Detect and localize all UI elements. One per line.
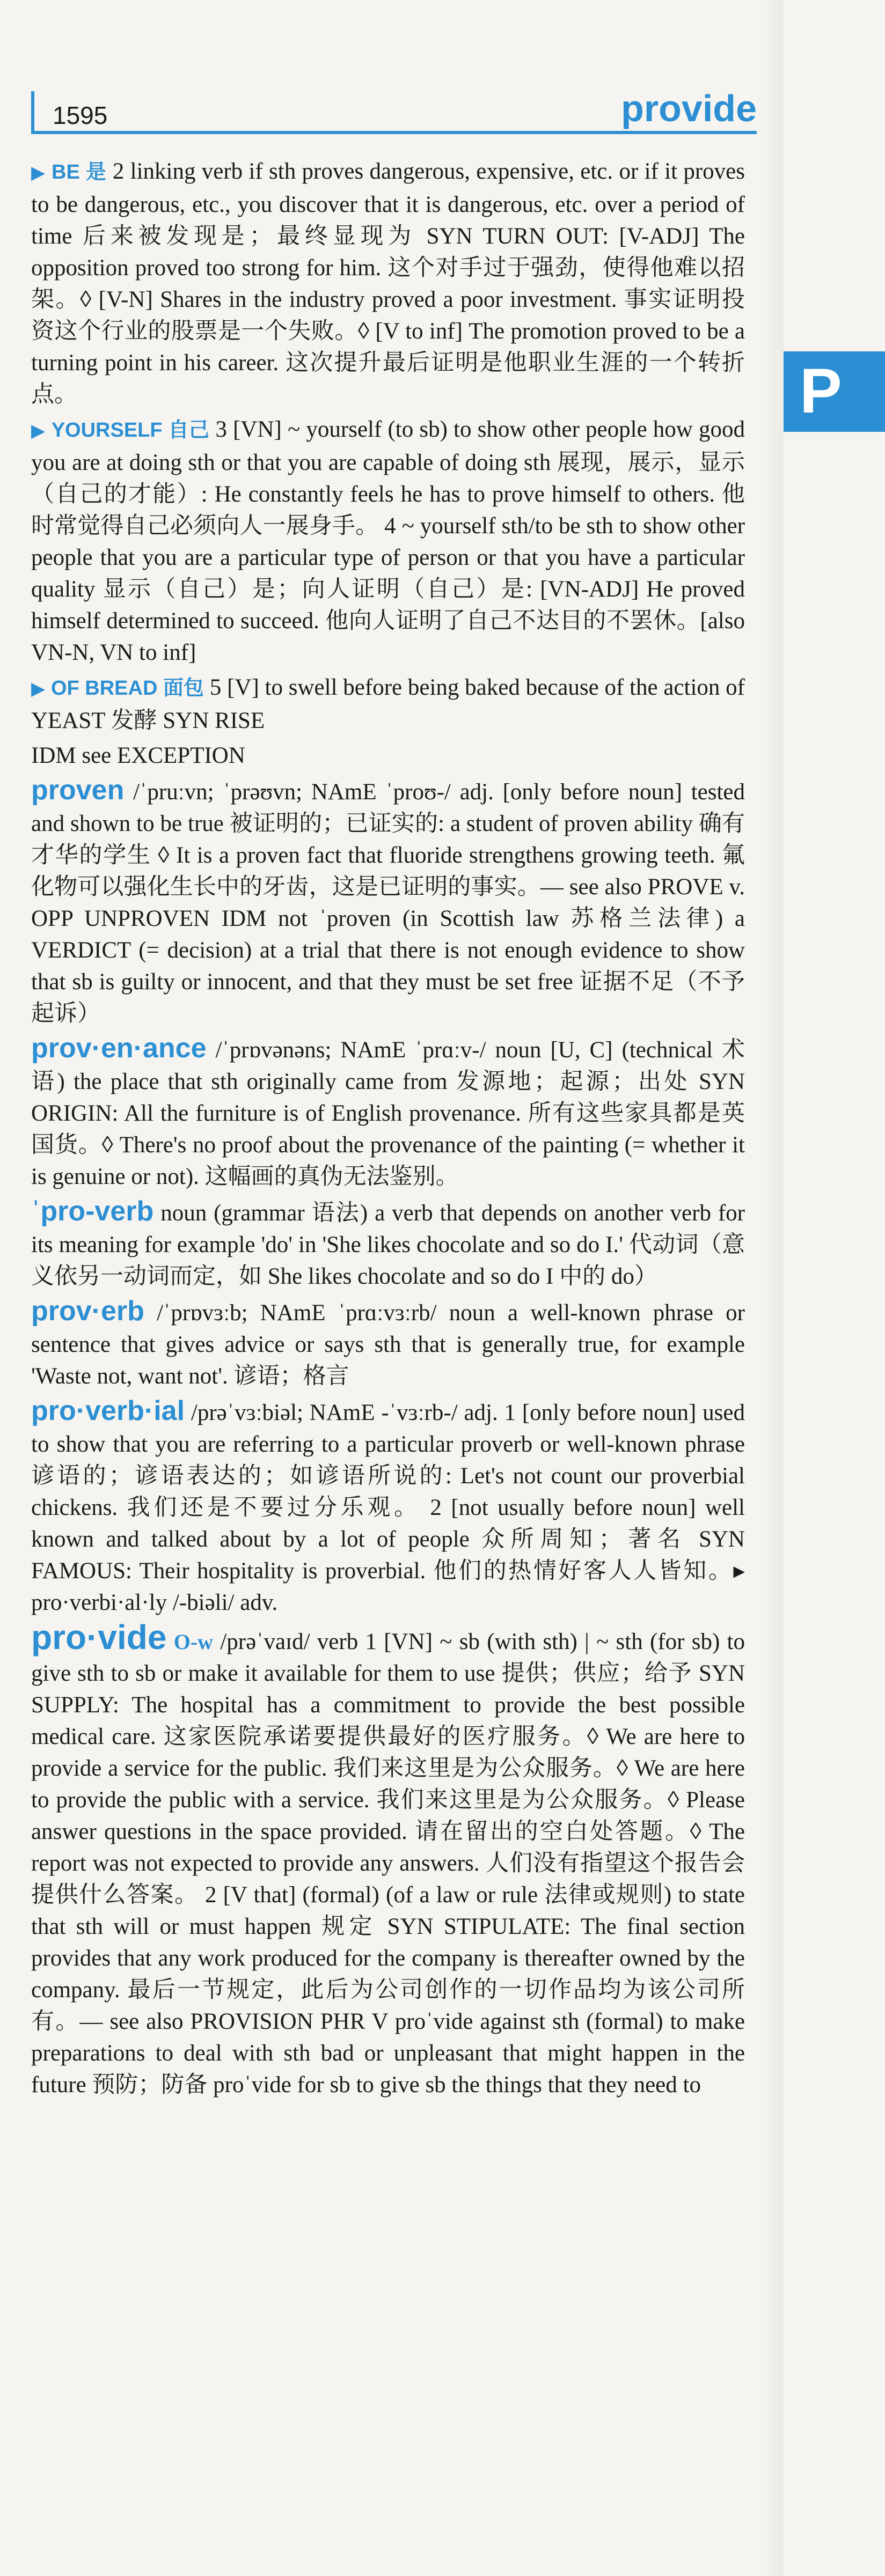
guide-word: provide — [621, 87, 757, 129]
entry-text: noun (grammar 语法) a verb that depends on another verb for its meaning for example 'do' in 'She likes chocolate and so do I.' 代动词（意义依另一动词而定，如 She likes chocolate and so do I 中的 do） — [31, 1201, 745, 1289]
headword: prov·erb — [31, 1296, 144, 1327]
sense-entry-of-bread — [31, 672, 745, 737]
header-rule-vertical — [31, 91, 34, 134]
key-icon: O-w — [173, 1630, 214, 1654]
entry-proven — [31, 775, 745, 1029]
entry-text: 2 linking verb if sth proves dangerous, expensive, etc. or if it proves to be dangerous, etc., you discover that it is dangerous, etc. over a period of time 后来被发现是；最终显现为 SYN TURN OUT: [V-ADJ] The opposition proved too strong for him. 这个对手过于强劲，使得他难以招架。◊ [V-N] Shares in the industry proved a poor investment. 事实证明投资这个行业的股票是一个失败。◊ [V to inf] The promotion proved to be a turning point in his career. 这次提升最后证明是他职业生涯的一个转折点。 — [31, 159, 745, 407]
thumb-index-letter: P — [800, 356, 842, 426]
page-edge-shadow — [757, 0, 784, 2576]
sense-label: OF BREAD 面包 — [50, 677, 204, 700]
entry-text: 5 [V] to swell before being baked because of the action of YEAST 发酵 SYN RISE — [31, 675, 745, 733]
entry-text: /prəˈvɜːbiəl; NAmE -ˈvɜːrb-/ adj. 1 [only before noun] used to show that you are referring to a particular proverb or well-known phrase 谚语的；谚语表达的；如谚语所说的: Let's not count our proverbial chickens. 我们还是不要过分乐观。 2 [not usually before noun] well known and talked about by a lot of people 众所周知；著名 SYN FAMOUS: Their hospitality is proverbial. 他们的热情好客人人皆知。▸ pro·verbi·al·ly /-biəli/ adv. — [31, 1400, 745, 1615]
headword: prov·en·ance — [31, 1033, 207, 1064]
entry-proverbial — [31, 1395, 745, 1618]
entry-provide — [31, 1618, 745, 2101]
entries-column — [31, 156, 745, 2101]
headword: ˈpro-verb — [31, 1196, 154, 1227]
entry-text: 3 [VN] ~ yourself (to sb) to show other people how good you are at doing sth or that you are capable of doing sth 展现，展示，显示（自己的才能）: He constantly feels he has to prove himself to others. 他时常觉得自己必须向人一展身手。 4 ~ yourself sth/to be sth to show other people that you are a particular type of person or that you have a particular quality 显示（自己）是；向人证明（自己）是: [VN-ADJ] He proved himself determined to succeed. 他向人证明了自己不达目的不罢休。[also VN-N, VN to inf] — [31, 417, 745, 665]
sense-label: BE 是 — [52, 161, 107, 183]
entry-text: /ˈprɒvɜːb; NAmE ˈprɑːvɜːrb/ noun a well-known phrase or sentence that gives advice or says sth that is generally true, for example 'Waste not, want not'. 谚语；格言 — [31, 1300, 745, 1389]
entry-text: /ˈprɒvənəns; NAmE ˈprɑːv-/ noun [U, C] (technical 术语) the place that sth originally came from 发源地；起源；出处 SYN ORIGIN: All the furniture is of English provenance. 所有这些家具都是英国货。◊ There's no proof about the provenance of the painting (= whether it is genuine or not). 这幅画的真伪无法鉴别。 — [31, 1037, 745, 1189]
entry-pro-verb — [31, 1196, 745, 1292]
idiom-line — [31, 740, 745, 771]
sense-arrow-icon: ▶ — [31, 679, 46, 699]
entry-proverb — [31, 1296, 745, 1392]
entry-text: IDM see EXCEPTION — [31, 743, 245, 768]
entry-text: /prəˈvaɪd/ verb 1 [VN] ~ sb (with sth) | ~ sth (for sb) to give sth to sb or make it available for them to use 提供；供应；给予 SYN SUPPLY: The hospital has a commitment to provide the best possible medical care. 这家医院承诺要提供最好的医疗服务。◊ We are here to provide a service for the public. 我们来这里是为公众服务。◊ We are here to provide the public with a service. 我们来这里是为公众服务。◊ Please answer questions in the space provided. 请在留出的空白处答题。◊ The report was not expected to provide any answers. 人们没有指望这个报告会提供什么答案。 2 [V that] (formal) (of a law or rule 法律或规则) to state that sth will or must happen 规定 SYN STIPULATE: The final section provides that any work produced for the company is thereafter owned by the company. 最后一节规定，此后为公司创作的一切作品均为该公司所有。— see also PROVISION PHR V proˈvide against sth (formal) to make preparations to deal with sth bad or unpleasant that might happen in the future 预防；防备 proˈvide for sb to give sb the things that they need to — [31, 1629, 745, 2097]
thumb-index-tab — [784, 351, 885, 432]
headword: pro·vide — [31, 1618, 167, 1657]
page-header — [21, 87, 757, 139]
page-number: 1595 — [53, 101, 108, 129]
sense-entry-be — [31, 156, 745, 410]
sense-label: YOURSELF 自己 — [51, 419, 210, 441]
sense-arrow-icon: ▶ — [31, 421, 46, 441]
sense-arrow-icon: ▶ — [31, 163, 46, 183]
headword: proven — [31, 775, 125, 806]
sense-entry-yourself — [31, 414, 745, 668]
header-rule-horizontal — [31, 131, 757, 134]
entry-provenance — [31, 1033, 745, 1193]
headword: pro·verb·ial — [31, 1395, 185, 1426]
entry-text: /ˈpruːvn; ˈprəʊvn; NAmE ˈproʊ-/ adj. [only before noun] tested and shown to be true 被证明的；已证实的: a student of proven ability 确有才华的学生 ◊ It is a proven fact that fluoride strengthens growing teeth. 氟化物可以强化生长中的牙齿，这是已证明的事实。— see also PROVE v. OPP UNPROVEN IDM not ˈproven (in Scottish law 苏格兰法律) a VERDICT (= decision) at a trial that there is not enough evidence to show that sb is guilty or innocent, and that they must be set free 证据不足（不予起诉） — [31, 779, 745, 1026]
